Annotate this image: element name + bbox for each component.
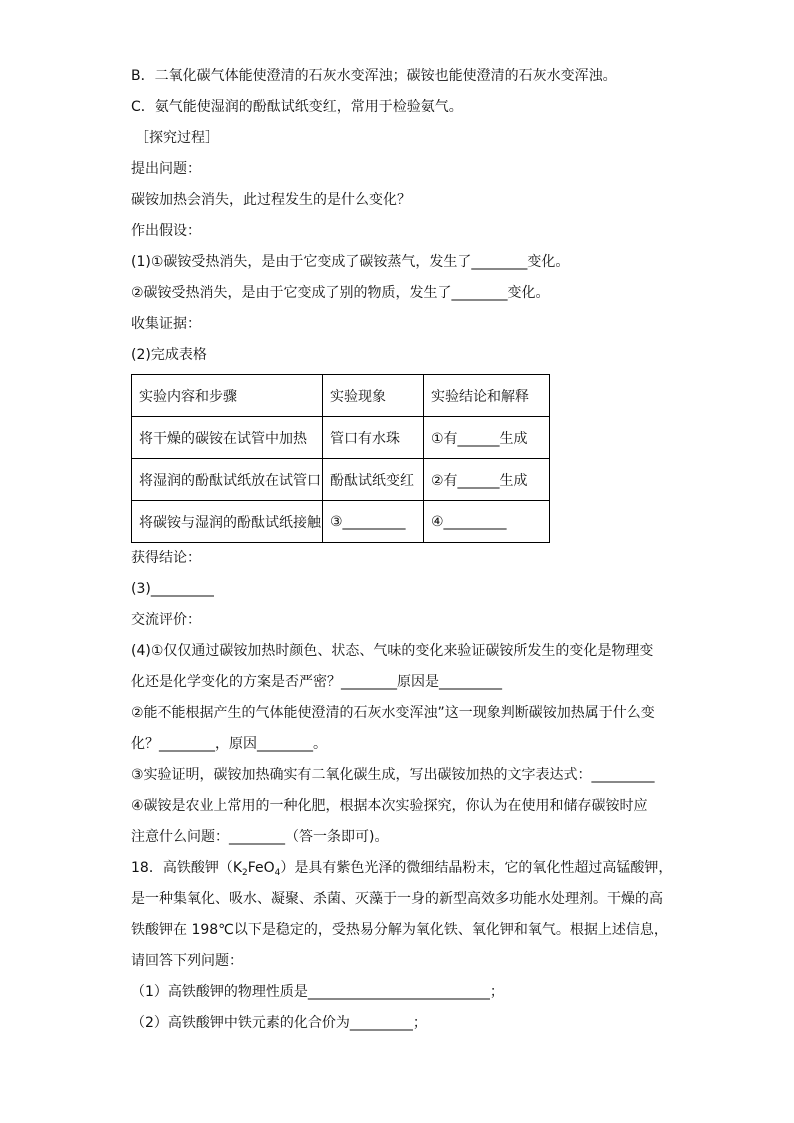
table-cell: 管口有水珠 — [323, 417, 424, 459]
table-cell: ④_________ — [424, 501, 550, 543]
evaluation-4-line1: (4)①仅仅通过碳铵加热时颜色、状态、气味的变化来验证碳铵所发生的变化是物理变 — [131, 643, 654, 659]
evaluation-heading: 交流评价： — [131, 612, 201, 628]
conclusion-heading: 获得结论： — [131, 550, 201, 566]
table-cell: 将湿润的酚酞试纸放在试管口 — [132, 459, 323, 501]
evaluation-4-line5: ③实验证明，碳铵加热确实有二氧化碳生成，写出碳铵加热的文字表达式：_________ — [131, 767, 655, 783]
table-cell: 酚酞试纸变红 — [323, 459, 424, 501]
table-cell: 将碳铵与湿润的酚酞试纸接触 — [132, 501, 323, 543]
evaluation-4-line2: 化还是化学变化的方案是否严密？________原因是_________ — [131, 674, 502, 690]
subscript: 2 — [242, 868, 248, 878]
table-header: 实验内容和步骤 — [132, 375, 323, 417]
table-header: 实验结论和解释 — [424, 375, 550, 417]
conclusion-3: (3)_________ — [131, 581, 214, 597]
ask-heading: 提出问题： — [131, 161, 201, 177]
evaluation-4-line6: ④碳铵是农业上常用的一种化肥，根据本次实验探究，你认为在使用和储存碳铵时应 — [131, 798, 648, 814]
table-row — [132, 501, 550, 543]
table-row — [132, 459, 550, 501]
hypothesis-2: ②碳铵受热消失，是由于它变成了别的物质，发生了________变化。 — [131, 285, 550, 301]
evidence-heading: 收集证据： — [131, 316, 201, 332]
subscript: 4 — [274, 868, 281, 878]
evaluation-4-line4: 化？________，原因________。 — [131, 736, 327, 752]
question-18-part2: （2）高铁酸钾中铁元素的化合价为_________； — [131, 1015, 427, 1031]
question-18-part1: （1）高铁酸钾的物理性质是__________________________； — [131, 984, 504, 1000]
table-header-row — [132, 375, 550, 417]
table-header: 实验现象 — [323, 375, 424, 417]
hypothesis-1: (1)①碳铵受热消失，是由于它变成了碳铵蒸气，发生了________变化。 — [131, 254, 570, 270]
table-row — [132, 417, 550, 459]
question-18-line3: 铁酸钾在 198℃以下是稳定的，受热易分解为氧化铁、氧化钾和氧气。根据上述信息， — [131, 922, 668, 938]
table-cell: ③_________ — [323, 501, 424, 543]
formula-text: FeO — [247, 860, 275, 876]
table-cell: ②有______生成 — [424, 459, 550, 501]
question-18-line2: 是一种集氧化、吸水、凝聚、杀菌、灭藻于一身的新型高效多功能水处理剂。干燥的高 — [131, 891, 663, 907]
question-18-text: 18．高铁酸钾（K — [131, 860, 242, 876]
option-c: C．氨气能使湿润的酚酞试纸变红，常用于检验氨气。 — [131, 99, 463, 115]
hypothesis-heading: 作出假设： — [131, 223, 201, 239]
option-b: B．二氧化碳气体能使澄清的石灰水变浑浊；碳铵也能使澄清的石灰水变浑浊。 — [131, 68, 617, 84]
table-cell: 将干燥的碳铵在试管中加热 — [132, 417, 323, 459]
table-cell: ①有______生成 — [424, 417, 550, 459]
process-heading: ［探究过程］ — [135, 130, 219, 146]
question-text: 碳铵加热会消失，此过程发生的是什么变化？ — [131, 192, 411, 208]
question-18-text: ）是具有紫色光泽的微细结晶粉末，它的氧化性超过高锰酸钾， — [280, 860, 673, 876]
experiment-table — [131, 374, 550, 543]
evaluation-4-line3: ②能不能根据产生的气体能使澄清的石灰水变浑浊”这一现象判断碳铵加热属于什么变 — [131, 705, 655, 721]
question-18-line1 — [131, 858, 672, 883]
question-18-line4: 请回答下列问题： — [131, 953, 243, 969]
table-title: (2)完成表格 — [131, 347, 207, 363]
evaluation-4-line7: 注意什么问题：________（答一条即可)。 — [131, 829, 389, 845]
